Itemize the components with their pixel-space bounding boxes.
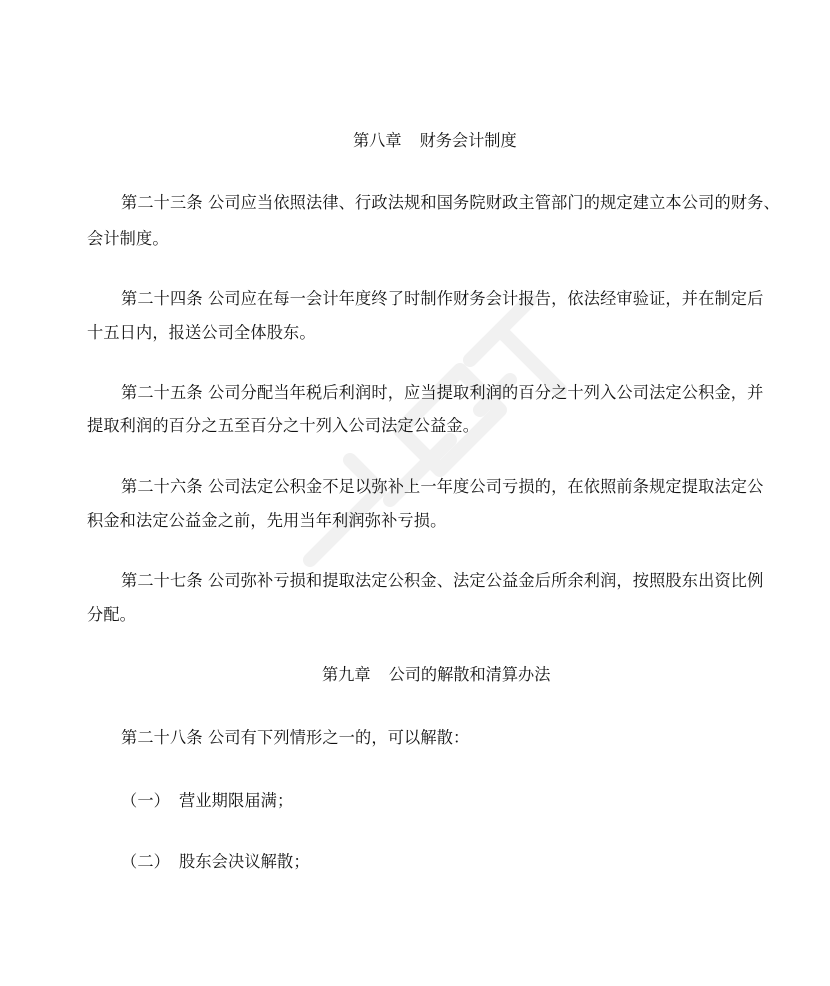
article-24-line-2: 十五日内，报送公司全体股东。 [87, 323, 316, 342]
list-item-text: 股东会决议解散； [179, 852, 310, 871]
article-26-line-1: 第二十六条 公司法定公积金不足以弥补上一年度公司亏损的，在依照前条规定提取法定公 [121, 477, 764, 496]
article-25-line-2: 提取利润的百分之五至百分之十列入公司法定公益金。 [87, 416, 480, 435]
article-27-line-2: 分配。 [87, 605, 137, 624]
chapter-9-heading [322, 664, 550, 686]
chapter-9-label: 第九章 [322, 665, 371, 684]
article-26-line-2: 积金和法定公益金之前，先用当年利润弥补亏损。 [87, 511, 447, 530]
chapter-9-title: 公司的解散和清算办法 [388, 665, 551, 684]
article-24-line-1: 第二十四条 公司应在每一会计年度终了时制作财务会计报告，依法经审验证，并在制定后 [121, 289, 764, 308]
list-item [121, 790, 293, 812]
chapter-8-title: 财务会计制度 [419, 131, 517, 150]
article-23-line-1: 第二十三条 公司应当依照法律、行政法规和国务院财政主管部门的规定建立本公司的财务、 [121, 193, 780, 212]
article-27-line-1: 第二十七条 公司弥补亏损和提取法定公积金、法定公益金后所余利润，按照股东出资比例 [121, 571, 764, 590]
watermark-graphic [250, 260, 610, 620]
chapter-8-heading [353, 130, 517, 152]
list-item [121, 851, 310, 873]
article-25-line-1: 第二十五条 公司分配当年税后利润时，应当提取利润的百分之十列入公司法定公积金，并 [121, 383, 764, 402]
article-23-line-2: 会计制度。 [87, 229, 169, 248]
list-item-number: （二） [121, 852, 171, 871]
list-item-number: （一） [121, 791, 171, 810]
article-28-line: 第二十八条 公司有下列情形之一的，可以解散： [121, 728, 470, 747]
chapter-8-label: 第八章 [353, 131, 402, 150]
list-item-text: 营业期限届满； [179, 791, 294, 810]
